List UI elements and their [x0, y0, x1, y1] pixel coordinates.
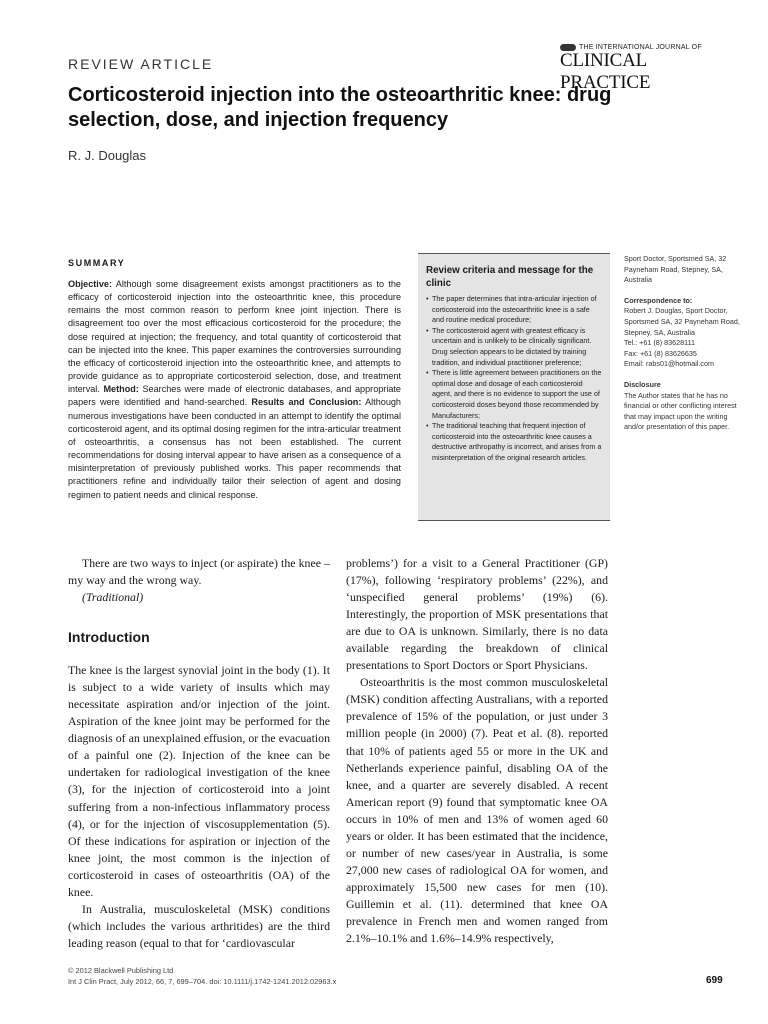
affiliation: Sport Doctor, Sportsmed SA, 32 Payneham Road, Stepney, SA, Australia: [624, 254, 727, 285]
page-number: 699: [706, 975, 723, 986]
bullet-icon: •: [426, 421, 429, 431]
section-label: REVIEW ARTICLE: [68, 56, 214, 72]
review-box-title: Review criteria and message for the clinic: [426, 265, 594, 289]
body-column-right: [346, 555, 608, 947]
paragraph: Osteoarthritis is the most common musculoskeletal (MSK) condition affecting Australians, with a reported prevalence of 15% of the population, or just under 3 million people (in 2000) (7). Peat et al. (8). reported that 10% of patients aged 55 or more in the UK and Netherlands experience painful, disabling OA of the knee, and a quarter are severely disabled. A recent American report (9) found that symptomatic knee OA occurs in 10% of men and 13% of women aged 60 years or older. It has been estimated that the incidence, or number of new cases/year in Australia, is some 27,000 new cases of radiological OA for women, and approximately 15,500 new cases for men (10). Guillemin et al. (11). determined that knee OA prevalence in French men and women ranged from 2.1%–10.1% and 1.6%–14.9% respectively,: [346, 675, 608, 946]
paragraph: problems’) for a visit to a General Practitioner (GP) (17%), following ‘respiratory problems’ (22%), and ‘unspecified general problems’ (19%) (6). Interestingly, the proportion of MSK presentations that are due to OA is unknown. Similarly, there is no data available regarding the breakdown of clinical presentations to Sport Doctors or Sport Physicians.: [346, 556, 608, 673]
bullet-icon: •: [426, 325, 429, 335]
disclosure-heading: Disclosure: [624, 379, 661, 389]
review-box-item: • The traditional teaching that frequent injection of corticosteroid into the osteoarthritic knee causes a destructive arthropathy is incorrect, and arises from a misinterpretation of the original research articles.: [426, 421, 602, 462]
paragraph: The knee is the largest synovial joint in the body (1). It is subject to a wide variety of insults which may necessitate aspiration and/or injection of the joint. Aspiration of the knee joint may be performed for the diagnosis of an unexplained effusion, or the evacuation of a painful one (2). Injection of the knee can be undertaken for radiological investigation of the knee (3), for the injection of corticosteroid into a joint suffering from a non-infectious inflammatory process (4), or for the injection of viscosupplementation (5). Of these indications for aspiration or injection of the knee joint, the most common is the injection of corticosteroid in cases of osteoarthritis (OA) of the knee.: [68, 663, 330, 899]
email: Email: rabs01@hotmail.com: [624, 359, 714, 369]
journal-logo-small-text: THE INTERNATIONAL JOURNAL OF: [579, 44, 702, 51]
article-title: Corticosteroid injection into the osteoarthritic knee: drug selection, dose, and injection frequency: [68, 84, 612, 131]
objective-label: Objective:: [68, 279, 112, 289]
results-text: Although numerous investigations have been conducted in an attempt to identify the optimal corticosteroid agent, and its optimal dosing regimen for the intra-articular treatment of osteoarthritis, a consensus has not been established. The current recommendations for dosing interval appear to have arisen as a consequence of a misinterpretation of previously published works. This paper recommends that practitioners refine and individually tailor their selection of agent and dosing regimen to patient needs and clinical response.: [68, 397, 401, 500]
fax: Fax: +61 (8) 83626635: [624, 348, 697, 358]
summary-heading: SUMMARY: [68, 258, 126, 268]
bullet-icon: •: [426, 294, 429, 303]
correspondence-text: Robert J. Douglas, Sport Doctor, Sportsmed SA, 32 Payneham Road, Stepney, SA, Australia: [624, 306, 740, 337]
review-box-item: • The corticosteroid agent with greatest efficacy is uncertain and is unlikely to be clinically significant. Drug selection appears to be dictated by training tradition, and individual practitioner preference;: [426, 325, 592, 367]
results-label: Results and Conclusion:: [251, 397, 362, 408]
telephone: Tel.: +61 (8) 83628111: [624, 338, 696, 348]
author-name: R. J. Douglas: [68, 148, 147, 163]
footer-copyright: © 2012 Blackwell Publishing Ltd: [68, 966, 174, 975]
summary-body: [68, 278, 401, 502]
footer-citation: Int J Clin Pract, July 2012, 66, 7, 699–704. doi: 10.1111/j.1742-1241.2012.02963.x: [68, 977, 337, 986]
section-heading-introduction: Introduction: [68, 629, 150, 646]
author-sidebar: [624, 254, 742, 433]
epigraph-source: (Traditional): [82, 590, 144, 605]
bullet-icon: •: [426, 368, 429, 378]
journal-logo-name: CLINICAL PRACTICE: [560, 50, 651, 93]
epigraph: There are two ways to inject (or aspirate) the knee – my way and the wrong way.: [68, 556, 330, 588]
method-label: Method:: [103, 384, 139, 395]
review-box-list: [426, 294, 602, 464]
review-box-item: • There is little agreement between practitioners on the optimal dose and dosage of each corticosteroid agent, and there is no evidence to support the use of corticosteroid doses beyond those recommended by Manufacturers;: [426, 368, 602, 420]
body-column-left: [68, 555, 330, 952]
paragraph: In Australia, musculoskeletal (MSK) conditions (which includes the various arthritides) are the third leading reason (equal to that for ‘cardiovascular: [68, 901, 330, 950]
review-criteria-box: [418, 253, 610, 521]
disclosure-text: The Author states that he has no financial or other conflicting interest that may impact upon the writing and/or presentation of this paper.: [624, 390, 737, 432]
review-box-item: • The paper determines that intra-articular injection of corticosteroid into the osteoarthritic knee is a safe and routine medical procedure;: [426, 294, 597, 325]
method-text: Searches were made of electronic databases, and appropriate papers were identified and hand-searched.: [68, 384, 401, 408]
correspondence-heading: Correspondence to:: [624, 295, 693, 305]
objective-text: Although some disagreement exists amongst practitioners as to the efficacy of corticosteroid injection into the osteoarthritic knee, this procedure remains the most common reason to perform knee joint injection. There is disagreement too over the most efficacious corticosteroid for the procedure; the dose required at injection; the frequency, and total quantity of corticosteroid that can be injected into the knee. This paper examines the controversies surrounding the efficacy of corticosteroid injection into the osteoarthritic knee, and attempts to provide guidance as to appropriate corticosteroid selection, dose, and treatment interval.: [68, 279, 401, 395]
